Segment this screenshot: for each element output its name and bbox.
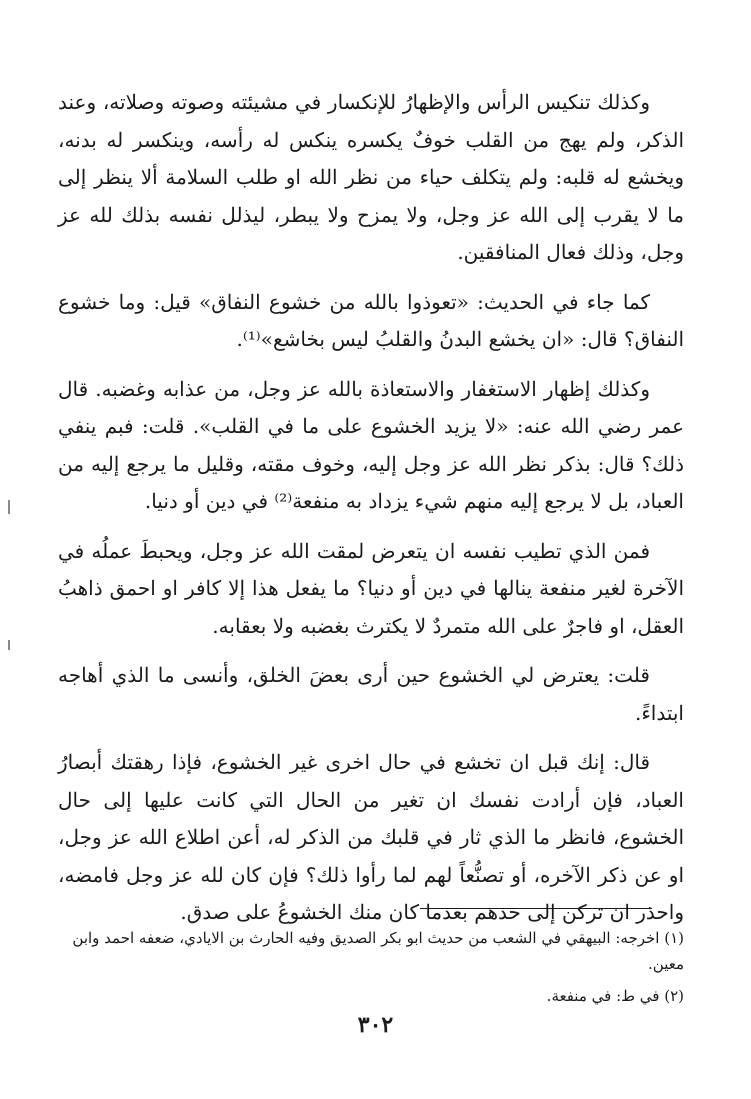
paragraph-4: فمن الذي تطيب نفسه ان يتعرض لمقت الله عز وجل، ويحبطَ عملُه في الآخرة لغير منفعة ينالها في دين أو دنيا؟ ما يفعل هذا إلا كافر او احمق ذاهبُ العقل، او فاجرٌ على الله متمردٌ لا يكترث بغضبه ولا بعقابه. xyxy=(58,538,684,638)
scan-edge-mark xyxy=(8,500,10,514)
page-number: ٣٠٢ xyxy=(357,1012,394,1038)
footnote-divider xyxy=(420,908,652,909)
paragraph-6: قال: إنك قبل ان تخشع في حال اخرى غير الخشوع، فإذا رهقتك أبصارُ العباد، فإن أرادت نفسك ان تغير من الحال التي كانت عليها إلى حال الخشوع، فانظر ما الذي ثار في قلبك من الذكر له، أعن اطلاع الله عز وجل، او عن ذكر الآخره، أو تصنُّعاً لهم لما رأوا ذلك؟ فإن كان لله عز وجل فامضه، واحذر ان تركن إلى حدهم بعدما كان منك الخشوعُ على صدق. xyxy=(58,750,684,924)
paragraph-5: قلت: يعترض لي الخشوع حين أرى بعضَ الخلق، وأنسى ما الذي أهاجه ابتداءً. xyxy=(58,663,684,725)
scan-edge-mark xyxy=(8,640,10,650)
paragraph-3: وكذلك إظهار الاستغفار والاستعاذة بالله عز وجل، من عذابه وغضبه. قال عمر رضي الله عنه: «لا يزيد الخشوع على ما في القلب». قلت: فبم ينفي ذلك؟ قال: بذكر نظر الله عز وجل إليه، وخوف مقته، وقليل ما يرجع إليه من العباد، بل لا يرجع إليه منهم شيء يزداد به منفعة⁽²⁾ في دين أو دنيا. xyxy=(58,376,684,513)
footnote-1: (١) اخرجه: البيهقي في الشعب من حديث ابو بكر الصديق وفيه الحارث بن الايادي، ضعفه احمد وابن معين. xyxy=(72,929,684,973)
footnotes xyxy=(58,925,684,1015)
paragraph-2: كما جاء في الحديث: «تعوذوا بالله من خشوع النفاق» قيل: وما خشوع النفاق؟ قال: «ان يخشع البدنُ والقلبُ ليس بخاشع»⁽¹⁾. xyxy=(58,289,684,351)
main-text xyxy=(58,84,684,944)
paragraph-1: وكذلك تنكيس الرأس والإظهارُ للإنكسار في مشيئته وصوته وصلاته، وعند الذكر، ولم يهج من القلب خوفٌ يكسره ينكس له رأسه، وينكسر له بدنه، ويخشع له قلبه: ولم يتكلف حياء من نظر الله او طلب السلامة ألا ينظر إلى ما لا يقرب إلى الله عز وجل، ولا يمزح ولا يبطر، ليذلل نفسه بذلك لله عز وجل، وذلك فعال المنافقين. xyxy=(58,90,684,264)
footnote-2: (٢) في ط: في منفعة. xyxy=(546,987,684,1005)
